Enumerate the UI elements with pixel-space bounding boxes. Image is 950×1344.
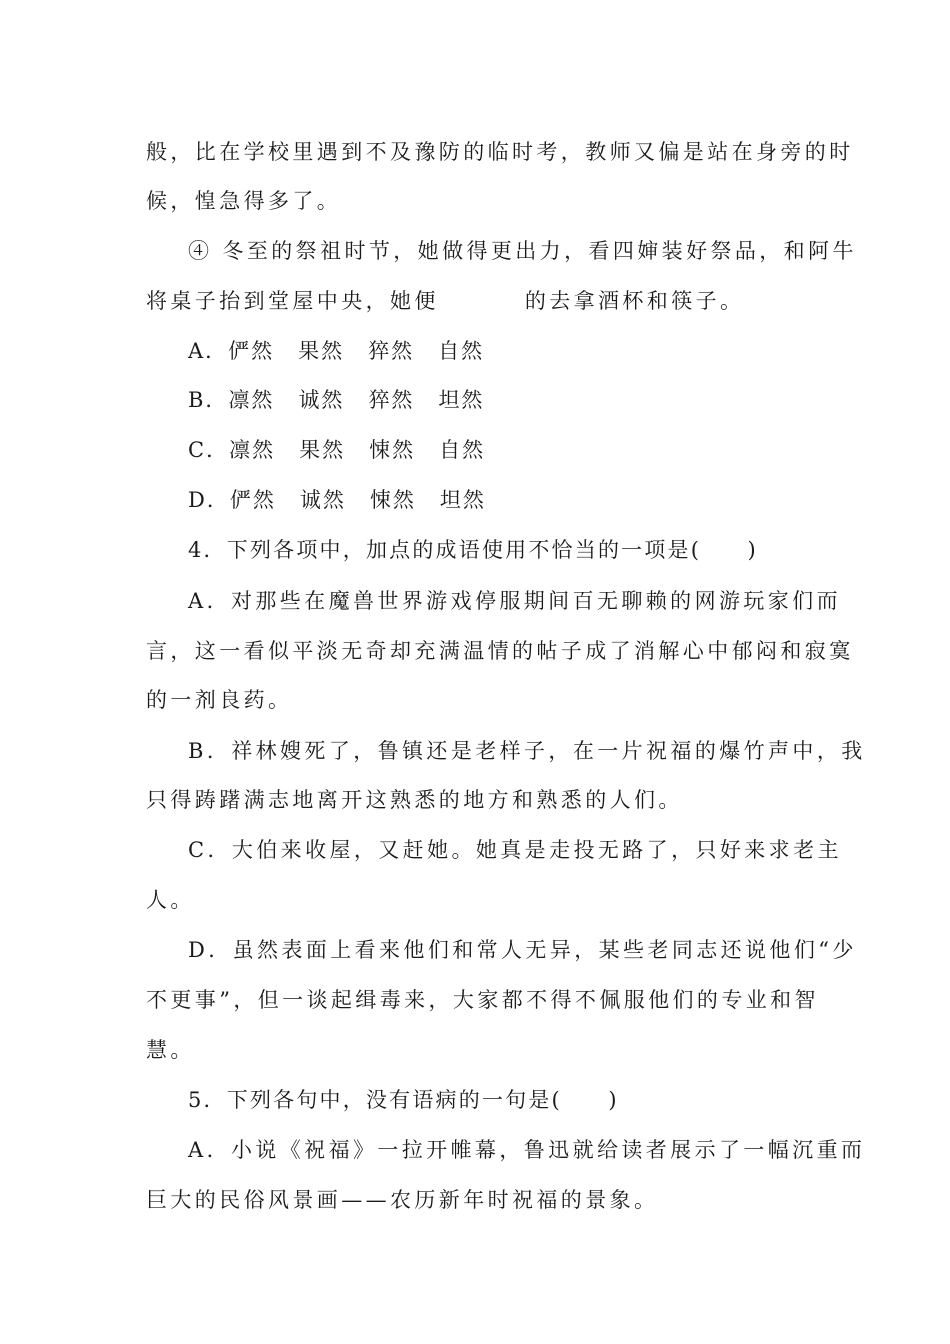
q5-option-A-line: 巨大的民俗风景画——农历新年时祝福的景象。 [146,1188,659,1212]
option-word: 猝然 [368,388,415,412]
q4-option-D-line: 不更事”，但一谈起缉毒来，大家都不得不佩服他们的专业和智 [146,988,819,1012]
option-label: D． [188,488,230,512]
q4-option-B-line: B．祥林嫂死了，鲁镇还是老样子，在一片祝福的爆竹声中，我 [188,739,866,763]
q4-option-C-line: 人。 [146,888,195,912]
item-4-line: ④ 冬至的祭祖时节，她做得更出力，看四婶装好祭品，和阿牛 [188,239,857,263]
option-word: 果然 [299,438,346,462]
option-label: C． [188,438,230,462]
paragraph-line: 般，比在学校里遇到不及豫防的临时考，教师又偏是站在身旁的时 [146,140,854,164]
item-4-line [146,287,744,315]
option-word: 俨然 [228,339,275,363]
option-word: 果然 [298,339,345,363]
option-word: 诚然 [298,388,345,412]
option-label: A． [188,339,229,363]
option-word: 凛然 [229,438,276,462]
q5-option-A-line: A．小说《祝福》一拉开帷幕，鲁迅就给读者展示了一幅沉重而 [188,1138,866,1162]
option-D [188,486,510,514]
option-word: 凛然 [228,388,275,412]
item-4-text: 的去拿酒杯和筷子。 [524,289,745,313]
question-5-stem: 5．下列各句中，没有语病的一句是( ) [188,1088,619,1112]
option-B [188,386,508,414]
option-C [188,436,509,464]
q4-option-A-line: 的一剂良药。 [146,688,293,712]
option-word: 悚然 [369,488,416,512]
question-4-stem: 4．下列各项中，加点的成语使用不恰当的一项是( ) [188,538,758,562]
q4-option-B-line: 只得踌躇满志地离开这熟悉的地方和熟悉的人们。 [146,788,683,812]
q4-option-A-line: A．对那些在魔兽世界游戏停服期间百无聊赖的网游玩家们而 [188,589,841,613]
option-word: 坦然 [439,488,486,512]
option-word: 猝然 [368,339,415,363]
q4-option-D-line: 慧。 [146,1038,195,1062]
option-word: 自然 [438,339,485,363]
q4-option-C-line: C．大伯来收屋，又赶她。她真是走投无路了，只好来求老主 [188,838,842,862]
option-word: 诚然 [299,488,346,512]
q4-option-A-line: 言，这一看似平淡无奇却充满温情的帖子成了消解心中郁闷和寂寞 [146,639,854,663]
paragraph-line: 候，惶急得多了。 [146,189,342,213]
item-4-text: 将桌子抬到堂屋中央，她便 [146,289,439,313]
option-word: 坦然 [438,388,485,412]
option-word: 自然 [439,438,486,462]
option-A [188,337,508,365]
option-word: 俨然 [229,488,276,512]
q4-option-D-line: D．虽然表面上看来他们和常人无异，某些老同志还说他们“少 [188,938,857,962]
option-label: B． [188,388,229,412]
option-word: 悚然 [369,438,416,462]
